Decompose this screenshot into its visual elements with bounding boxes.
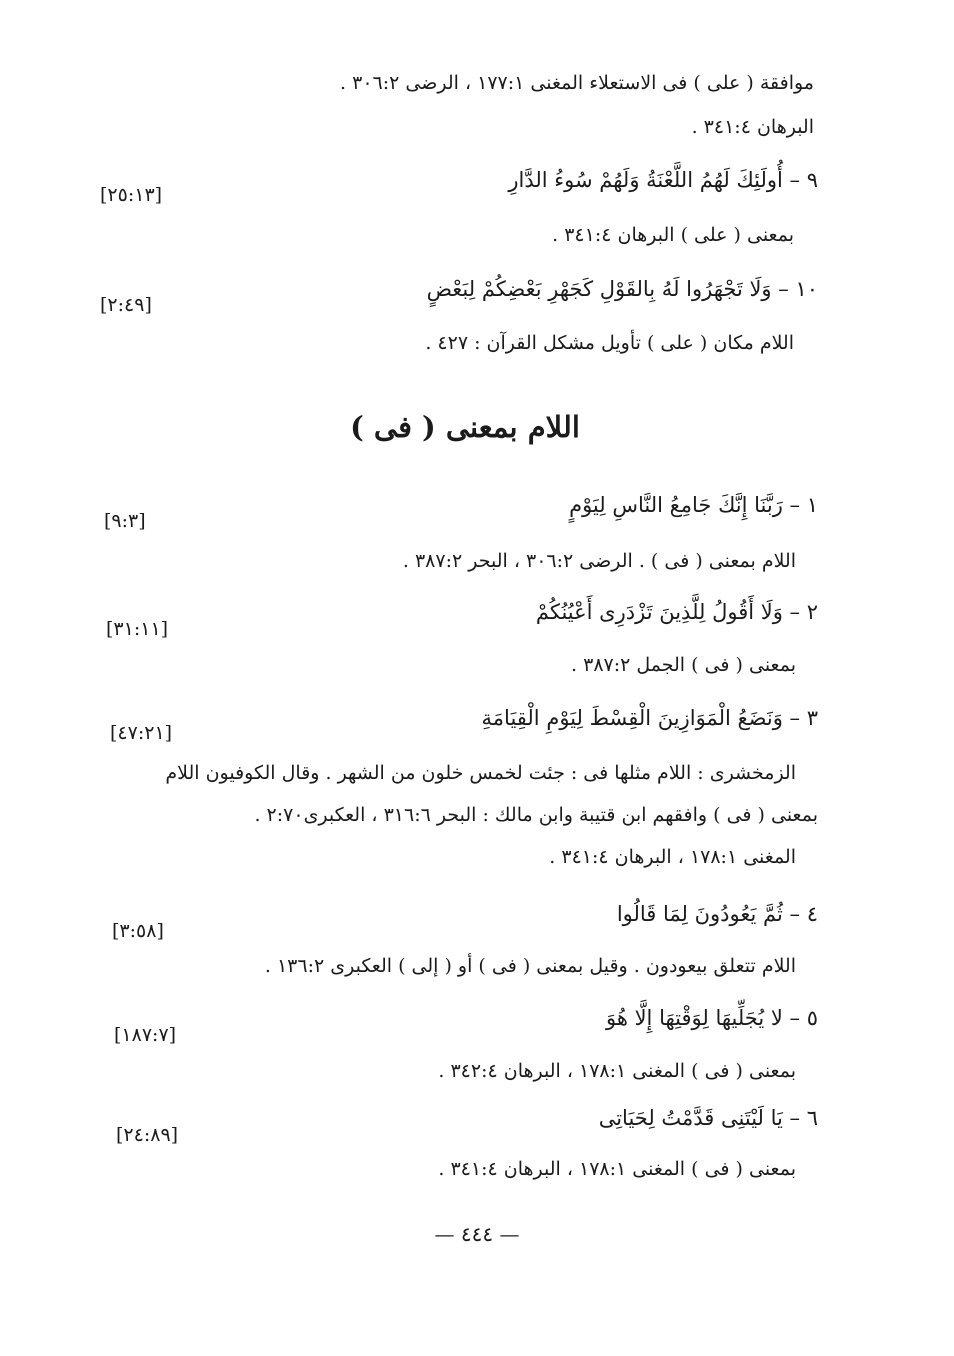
verse-6: ٦ – يَا لَيْتَنِى قَدَّمْتُ لِحَيَاتِى <box>598 1106 818 1130</box>
continuation-line-1: موافقة ( على ) فى الاستعلاء المغنى ١٧٧:١ ، الرضى ٣٠٦:٢ . <box>340 72 814 94</box>
verse-9-note: بمعنى ( على ) البرهان ٣٤١:٤ . <box>552 224 794 246</box>
verse-3-note-line-1: الزمخشرى : اللام مثلها فى : جئت لخمس خلون من الشهر . وقال الكوفيون اللام <box>165 762 796 784</box>
verse-10-note: اللام مكان ( على ) تأويل مشكل القرآن : ٤٢٧ . <box>425 332 794 354</box>
verse-9: ٩ – أُولَئِكَ لَهُمُ اللَّعْنَةُ وَلَهُمْ سُوءُ الدَّارِ <box>508 168 818 192</box>
verse-2-note: بمعنى ( فى ) الجمل ٣٨٧:٢ . <box>571 654 796 676</box>
verse-1-note: اللام بمعنى ( فى ) . الرضى ٣٠٦:٢ ، البحر ٣٨٧:٢ . <box>402 550 796 572</box>
verse-5-reference: [١٨٧:٧] <box>114 1024 177 1046</box>
verse-1: ١ – رَبَّنَا إِنَّكَ جَامِعُ النَّاسِ لِيَوْمٍ <box>569 493 818 517</box>
verse-2-reference: [٣١:١١] <box>106 618 169 640</box>
verse-3-note-line-2: بمعنى ( فى ) وافقهم ابن قتيبة وابن مالك : البحر ٣١٦:٦ ، العكبرى٢:٧٠ . <box>254 804 818 826</box>
verse-6-note: بمعنى ( فى ) المغنى ١٧٨:١ ، البرهان ٣٤١:٤ . <box>438 1158 796 1180</box>
verse-3-reference: [٤٧:٢١] <box>110 722 173 744</box>
verse-1-reference: [٩:٣] <box>104 510 146 532</box>
verse-5-note: بمعنى ( فى ) المغنى ١٧٨:١ ، البرهان ٣٤٢:٤ . <box>438 1060 796 1082</box>
section-heading: اللام بمعنى ( فى ) <box>350 410 580 444</box>
verse-4-note: اللام تتعلق بيعودون . وقيل بمعنى ( فى ) أو ( إلى ) العكبرى ١٣٦:٢ . <box>264 955 796 977</box>
continuation-line-2: البرهان ٣٤١:٤ . <box>691 116 814 138</box>
verse-9-reference: [٢٥:١٣] <box>100 184 163 206</box>
verse-3-note-line-3: المغنى ١٧٨:١ ، البرهان ٣٤١:٤ . <box>549 846 796 868</box>
page-number: — ٤٤٤ — <box>434 1222 520 1246</box>
verse-10: ١٠ – وَلَا تَجْهَرُوا لَهُ بِالقَوْلِ كَجَهْرِ بَعْضِكُمْ لِبَعْضٍ <box>426 277 818 301</box>
verse-2: ٢ – وَلَا أَقُولُ لِلَّذِينَ تَزْدَرِى أَعْيُنُكُمْ <box>535 600 818 624</box>
verse-10-reference: [٢:٤٩] <box>100 294 152 316</box>
verse-6-reference: [٢٤:٨٩] <box>116 1124 179 1146</box>
verse-4-reference: [٣:٥٨] <box>112 920 164 942</box>
verse-4: ٤ – ثُمَّ يَعُودُونَ لِمَا قَالُوا <box>616 902 818 926</box>
verse-5: ٥ – لا يُجَلِّيهَا لِوَقْتِهَا إِلَّا هُوَ <box>605 1006 818 1030</box>
verse-3: ٣ – وَنَضَعُ الْمَوَازِينَ الْقِسْطَ لِيَوْمِ الْقِيَامَةِ <box>481 706 818 730</box>
